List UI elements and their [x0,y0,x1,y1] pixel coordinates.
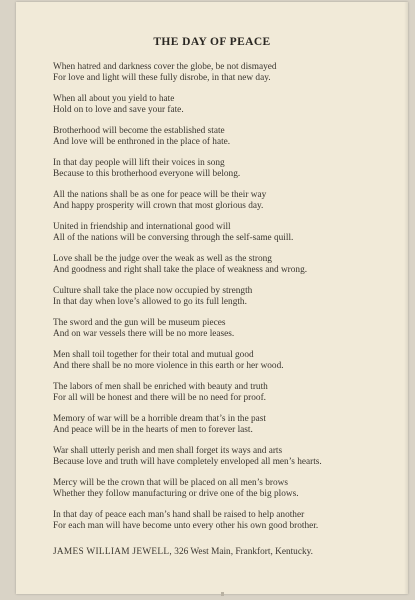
poem-line: And on war vessels there will be no more leases. [53,329,235,339]
poem-line: Mercy will be the crown that will be placed on all men’s brows [53,478,288,488]
poem-line: War shall utterly perish and men shall forget its ways and arts [53,446,283,456]
stanza [53,414,403,436]
poem-line: Hold on to love and save your fate. [53,105,184,115]
poem-line: Men shall toil together for their total and mutual good [53,350,254,360]
poem-line: In that day when love’s allowed to go its full length. [53,297,247,307]
poem-line: All the nations shall be as one for peace will be their way [53,190,267,200]
poem-line: And there shall be no more violence in this earth or her wood. [53,361,284,371]
stanza [53,446,403,468]
stanza [53,350,403,372]
poem-line: Memory of war will be a horrible dream that’s in the past [53,414,266,424]
stanza [53,478,403,500]
author-signature [53,547,403,557]
stanza [53,254,403,276]
poem-line: Because love and truth will have completely enveloped all men’s hearts. [53,457,322,467]
poem-line: And goodness and right shall take the place of weakness and wrong. [53,265,308,275]
poem-title: THE DAY OF PEACE [153,36,271,48]
poem-body [53,62,403,542]
paper-mark [221,592,224,596]
document-page [16,2,408,594]
author-address: 326 West Main, Frankfort, Kentucky. [174,547,313,557]
stanza [53,222,403,244]
stanza [53,190,403,212]
stanza [53,158,403,180]
stanza [53,382,403,404]
stanza [53,286,403,308]
stanza [53,126,403,148]
poem-line: United in friendship and international good will [53,222,231,232]
poem-line: Whether they follow manufacturing or drive one of the big plows. [53,489,299,499]
stanza [53,62,403,84]
poem-line: In that day of peace each man’s hand shall be raised to help another [53,510,305,520]
poem-line: For love and light will these fully disrobe, in that new day. [53,73,271,83]
poem-line: For each man will have become unto every other his own good brother. [53,521,319,531]
stanza [53,318,403,340]
poem-line: When hatred and darkness cover the globe, be not dismayed [53,62,277,72]
poem-line: And happy prosperity will crown that most glorious day. [53,201,264,211]
stanza [53,510,403,532]
poem-line: And love will be enthroned in the place of hate. [53,137,231,147]
poem-line: Culture shall take the place now occupied by strength [53,286,253,296]
author-name: JAMES WILLIAM JEWELL, [53,547,172,557]
poem-line: When all about you yield to hate [53,94,175,104]
poem-line: And peace will be in the hearts of men to forever last. [53,425,253,435]
poem-line: Love shall be the judge over the weak as well as the strong [53,254,272,264]
stanza [53,94,403,116]
poem-line: All of the nations will be conversing through the self-same quill. [53,233,294,243]
poem-line: In that day people will lift their voices in song [53,158,225,168]
poem-line: For all will be honest and there will be no need for proof. [53,393,266,403]
poem-line: Because to this brotherhood everyone will belong. [53,169,241,179]
poem-line: The sword and the gun will be museum pieces [53,318,226,328]
poem-line: Brotherhood will become the established state [53,126,225,136]
poem-line: The labors of men shall be enriched with beauty and truth [53,382,268,392]
